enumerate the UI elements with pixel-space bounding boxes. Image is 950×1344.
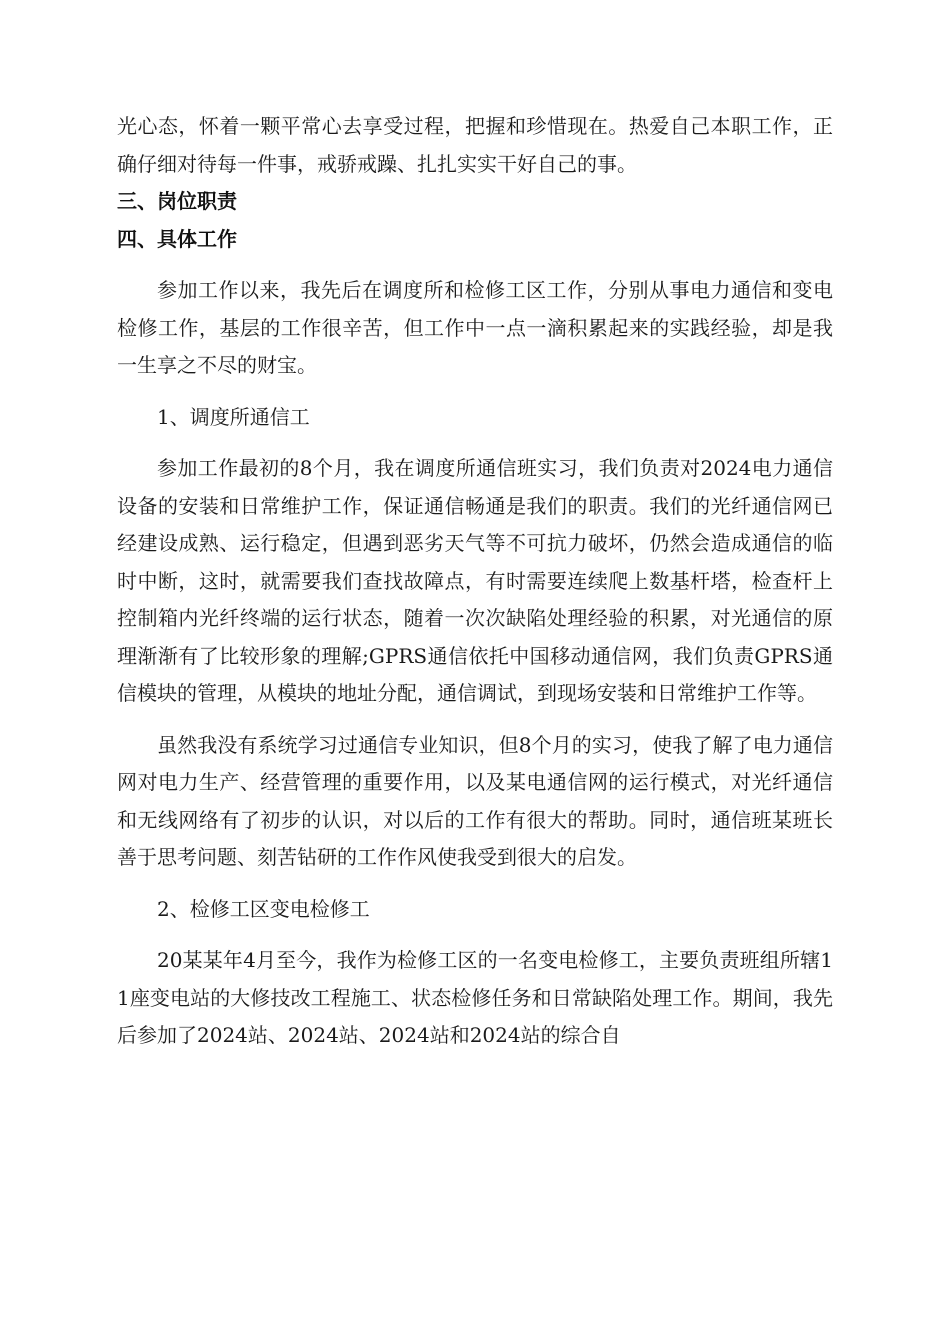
heading-specific-work: 四、具体工作 [117,226,237,251]
heading-job-duties: 三、岗位职责 [117,189,237,213]
paragraph-continued: 光心态，怀着一颗平常心去享受过程，把握和珍惜现在。热爱自己本职工作，正确仔细对待每一件事，戒骄戒躁、扎扎实实干好自己的事。 [117,114,833,176]
subheading-substation-maintenance: 2、检修工区变电检修工 [157,896,370,921]
paragraph-communication-work: 参加工作最初的8个月，我在调度所通信班实习，我们负责对2024电力通信设备的安装和日常维护工作，保证通信畅通是我们的职责。我们的光纤通信网已经建设成熟、运行稳定，但遇到恶劣天气等不可抗力破坏，仍然会造成通信的临时中断，这时，就需要我们查找故障点，有时需要连续爬上数基杆塔，检查杆上控制箱内光纤终端的运行状态，随着一次次缺陷处理经验的积累，对光通信的原理渐渐有了比较形象的理解;GPRS通信依托中国移动通信网，我们负责GPRS通信模块的管理，从模块的地址分配，通信调试，到现场安装和日常维护工作等。 [117,456,833,705]
subheading-dispatch-communication: 1、调度所通信工 [157,404,310,429]
document-body [117,108,833,1055]
paragraph-maintenance-work: 20某某年4月至今，我作为检修工区的一名变电检修工，主要负责班组所辖11座变电站的大修技改工程施工、状态检修任务和日常缺陷处理工作。期间，我先后参加了2024站、2024站、2024站和2024站的综合自 [117,948,833,1047]
paragraph-communication-reflection: 虽然我没有系统学习过通信专业知识，但8个月的实习，使我了解了电力通信网对电力生产、经营管理的重要作用，以及某电通信网的运行模式，对光纤通信和无线网络有了初步的认识，对以后的工作有很大的帮助。同时，通信班某班长善于思考问题、刻苦钻研的工作作风使我受到很大的启发。 [117,732,833,869]
paragraph-intro: 参加工作以来，我先后在调度所和检修工区工作，分别从事电力通信和变电检修工作，基层的工作很辛苦，但工作中一点一滴积累起来的实践经验，却是我一生享之不尽的财宝。 [117,278,833,377]
